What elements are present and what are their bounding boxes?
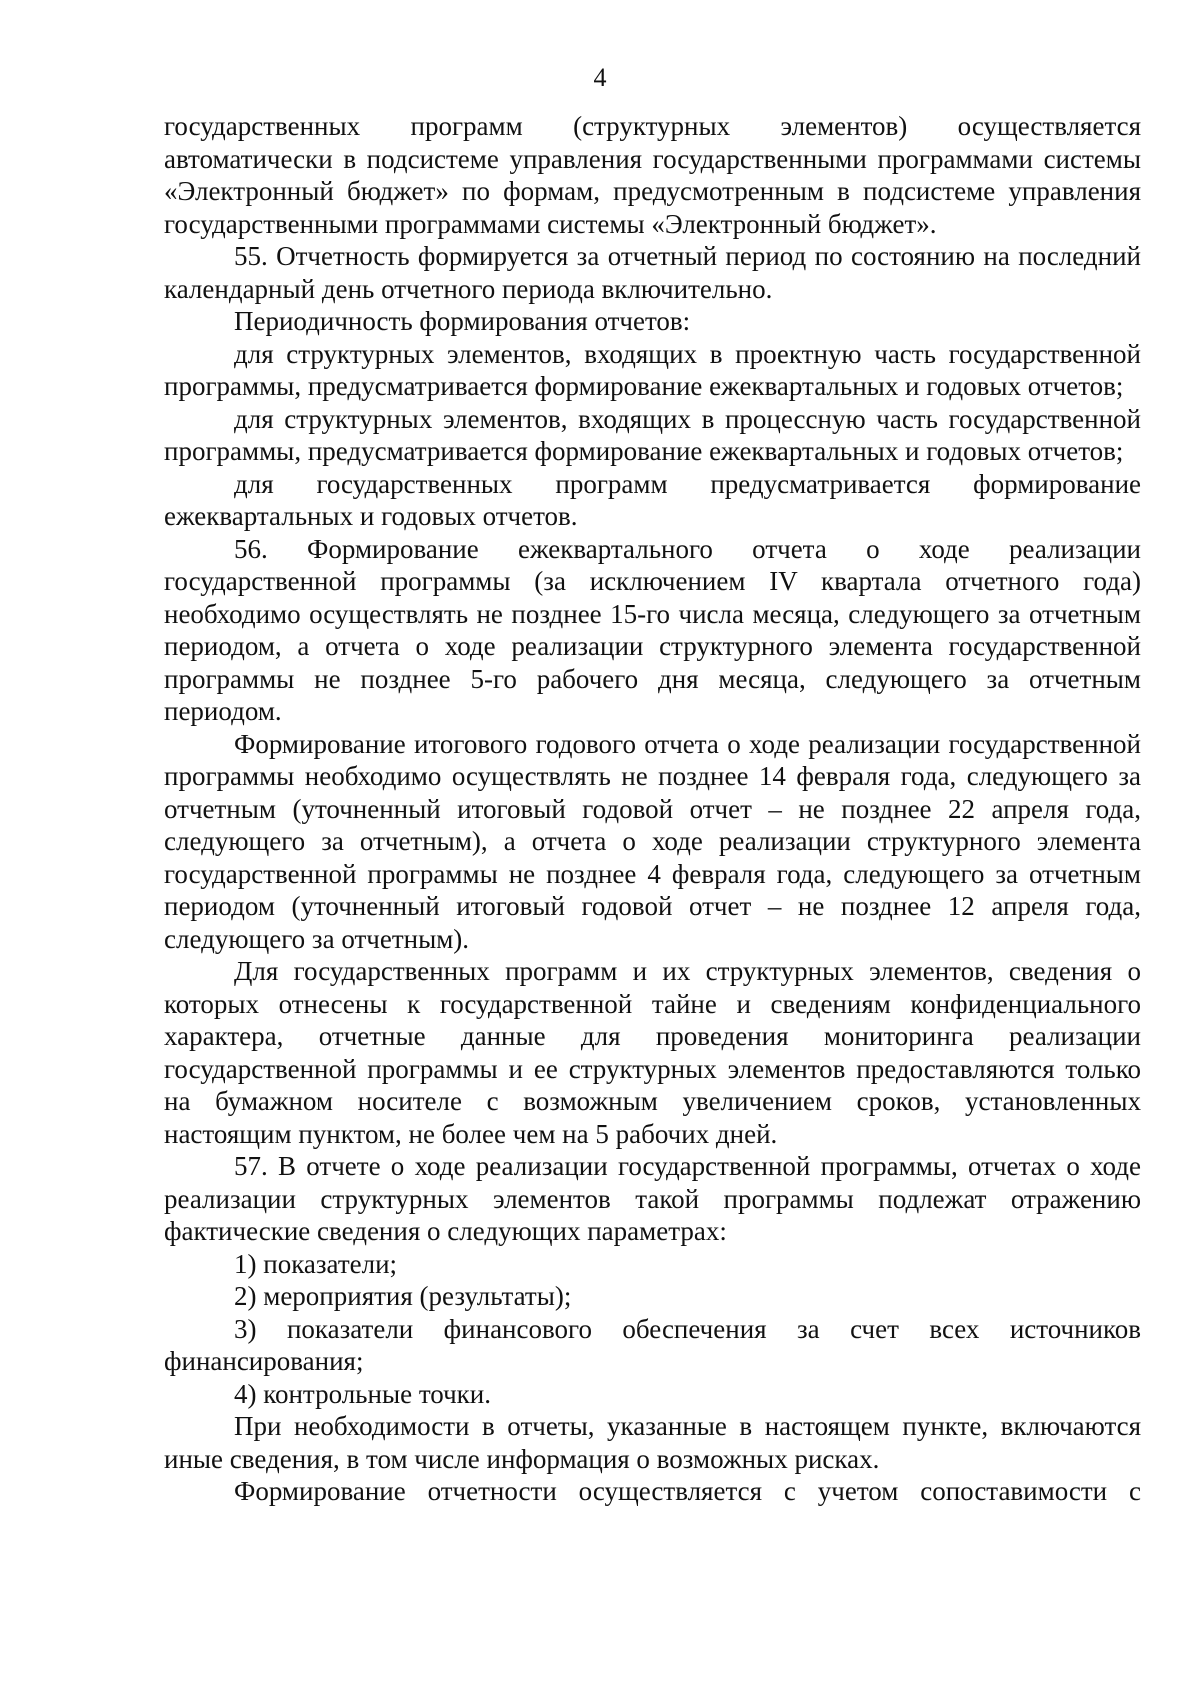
paragraph-state-programs: для государственных программ предусматривается формирование ежеквартальных и годовых отчетов. xyxy=(164,468,1141,531)
paragraph-clause-57: 57. В отчете о ходе реализации государственной программы, отчетах о ходе реализации структурных элементов такой программы подлежат отражению фактические сведения о следующих параметрах: xyxy=(164,1151,1141,1246)
paragraph-clause-55: 55. Отчетность формируется за отчетный период по состоянию на последний календарный день отчетного периода включительно. xyxy=(164,241,1141,304)
list-item-financial-indicators: 3) показатели финансового обеспечения за счет всех источников финансирования; xyxy=(164,1313,1141,1376)
list-item-control-points: 4) контрольные точки. xyxy=(234,1378,491,1409)
paragraph-periodicity-heading: Периодичность формирования отчетов: xyxy=(234,306,691,336)
list-item-activities: 2) мероприятия (результаты); xyxy=(234,1281,572,1311)
paragraph-additional-info: При необходимости в отчеты, указанные в настоящем пункте, включаются иные сведения, в том числе информация о возможных рисках. xyxy=(164,1411,1141,1474)
document-body xyxy=(164,110,1141,1508)
paragraph-clause-56: 56. Формирование ежеквартального отчета о ходе реализации государственной программы (за исключением IV квартала отчетного года) необходимо осуществлять не позднее 15-го числа месяца, следующего за отчетным периодом, а отчета о ходе реализации структурного элемента государственной программы не позднее 5-го рабочего дня месяца, следующего за отчетным периодом. xyxy=(164,533,1141,726)
page-number: 4 xyxy=(593,63,607,92)
paragraph-project-part: для структурных элементов, входящих в проектную часть государственной программы, предусматривается формирование ежеквартальных и годовых отчетов; xyxy=(164,338,1141,401)
paragraph-process-part: для структурных элементов, входящих в процессную часть государственной программы, предусматривается формирование ежеквартальных и годовых отчетов; xyxy=(164,403,1141,466)
paragraph-state-secret: Для государственных программ и их структурных элементов, сведения о которых отнесены к государственной тайне и сведениям конфиденциального характера, отчетные данные для проведения мониторинга реализации государственной программы и ее структурных элементов предоставляются только на бумажном носителе с возможным увеличением сроков, установленных настоящим пунктом, не более чем на 5 рабочих дней. xyxy=(164,956,1141,1149)
list-item-indicators: 1) показатели; xyxy=(234,1248,398,1279)
paragraph-continuation: государственных программ (структурных элементов) осуществляется автоматически в подсистеме управления государственными программами системы «Электронный бюджет» по формам, предусмотренным в подсистеме управления государственными программами системы «Электронный бюджет». xyxy=(164,111,1141,239)
paragraph-comparability: Формирование отчетности осуществляется с учетом сопоставимости с xyxy=(234,1476,1141,1506)
paragraph-annual-report: Формирование итогового годового отчета о ходе реализации государственной программы необходимо осуществлять не позднее 14 февраля года, следующего за отчетным (уточненный итоговый годовой отчет – не позднее 22 апреля года, следующего за отчетным), а отчета о ходе реализации структурного элемента государственной программы не позднее 4 февраля года, следующего за отчетным периодом (уточненный итоговый годовой отчет – не позднее 12 апреля года, следующего за отчетным). xyxy=(164,728,1141,954)
